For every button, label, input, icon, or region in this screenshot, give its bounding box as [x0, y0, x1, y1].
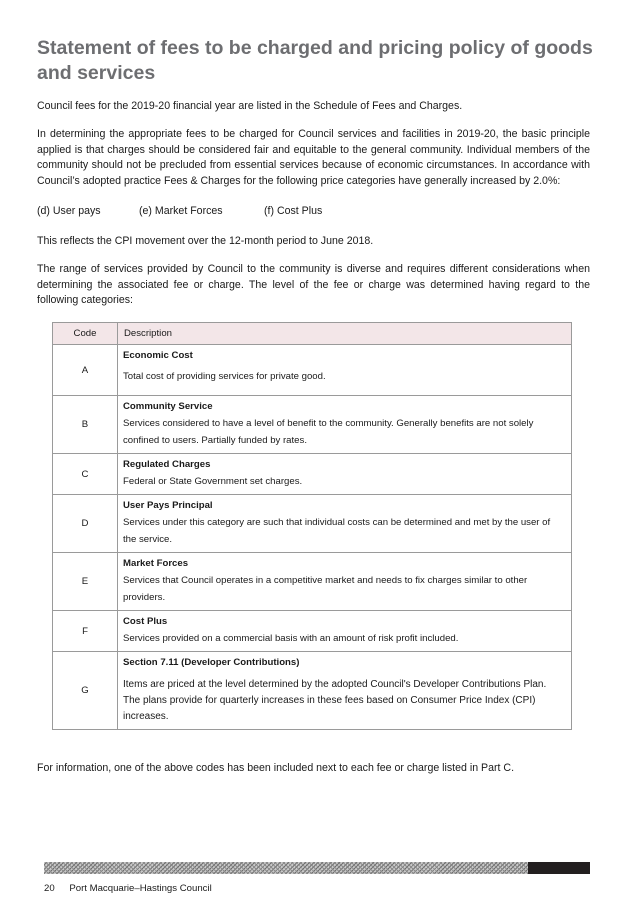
footer-decorative-bar	[44, 862, 590, 874]
category-code: G	[53, 652, 118, 730]
table-row	[53, 345, 572, 396]
footer-texture-strip	[44, 862, 528, 874]
category-description-cell	[118, 396, 572, 454]
cpi-paragraph: This reflects the CPI movement over the 12-month period to June 2018.	[37, 235, 374, 247]
category-description-cell	[118, 345, 572, 396]
category-description: Services considered to have a level of benefit to the community. Generally benefits are not solely confined to users. Partially funded by rates.	[123, 418, 534, 446]
table-row	[53, 454, 572, 495]
fee-category-table	[52, 322, 572, 730]
category-name: Community Service	[123, 401, 213, 412]
category-name: User Pays Principal	[123, 500, 213, 511]
page-title: Statement of fees to be charged and pricing policy of goods and services	[37, 37, 593, 84]
category-name: Market Forces	[123, 558, 189, 569]
price-category-market-forces: (e) Market Forces	[139, 205, 223, 217]
principle-paragraph: In determining the appropriate fees to be charged for Council services and facilities in 2019-20, the basic principle applied is that charges should be considered fair and equitable to the general community. Individual members of the community should not be precluded from essential services because of economic circumstances. In accordance with Council’s adopted practice Fees & Charges for the following price categories have generally increased by 2.0%:	[37, 128, 590, 187]
table-row	[53, 495, 572, 553]
page-number: 20	[44, 883, 55, 894]
category-description-cell	[118, 495, 572, 553]
intro-paragraph: Council fees for the 2019-20 financial year are listed in the Schedule of Fees and Charges.	[37, 100, 463, 112]
category-name: Section 7.11 (Developer Contributions)	[123, 657, 300, 668]
codes-note-paragraph: For information, one of the above codes has been included next to each fee or charge listed in Part C.	[37, 762, 515, 774]
table-row	[53, 553, 572, 611]
table-row	[53, 611, 572, 652]
category-description: Services provided on a commercial basis with an amount of risk profit included.	[123, 633, 459, 644]
page-footer	[44, 883, 212, 894]
category-description: Federal or State Government set charges.	[123, 476, 303, 487]
footer-solid-block	[528, 862, 590, 874]
description-column-header: Description	[118, 323, 572, 345]
category-description: Services under this category are such that individual costs can be determined and met by the user of the service.	[123, 517, 551, 545]
category-code: A	[53, 345, 118, 396]
table-row	[53, 652, 572, 730]
category-description-cell	[118, 454, 572, 495]
code-column-header: Code	[53, 323, 118, 345]
table-row	[53, 396, 572, 454]
price-category-cost-plus: (f) Cost Plus	[264, 205, 323, 217]
category-code: F	[53, 611, 118, 652]
category-name: Regulated Charges	[123, 459, 211, 470]
category-name: Economic Cost	[123, 350, 193, 361]
organisation-name: Port Macquarie–Hastings Council	[69, 883, 212, 894]
price-category-user-pays: (d) User pays	[37, 205, 101, 217]
category-description: Services that Council operates in a competitive market and needs to fix charges similar to other providers.	[123, 575, 528, 603]
category-description: Items are priced at the level determined by the adopted Council's Developer Contributions Plan. The plans provide for quarterly increases in these fees based on Consumer Price Index (CPI) increases.	[123, 679, 547, 722]
category-code: B	[53, 396, 118, 454]
categories-paragraph: The range of services provided by Council to the community is diverse and requires different considerations when determining the associated fee or charge. The level of the fee or charge was determined having regard to the following categories:	[37, 263, 590, 306]
category-description-cell	[118, 652, 572, 730]
category-code: C	[53, 454, 118, 495]
category-description-cell	[118, 553, 572, 611]
category-code: D	[53, 495, 118, 553]
category-name: Cost Plus	[123, 616, 168, 627]
category-description-cell	[118, 611, 572, 652]
category-code: E	[53, 553, 118, 611]
table-header-row	[53, 323, 572, 345]
category-description: Total cost of providing services for private good.	[123, 371, 326, 382]
